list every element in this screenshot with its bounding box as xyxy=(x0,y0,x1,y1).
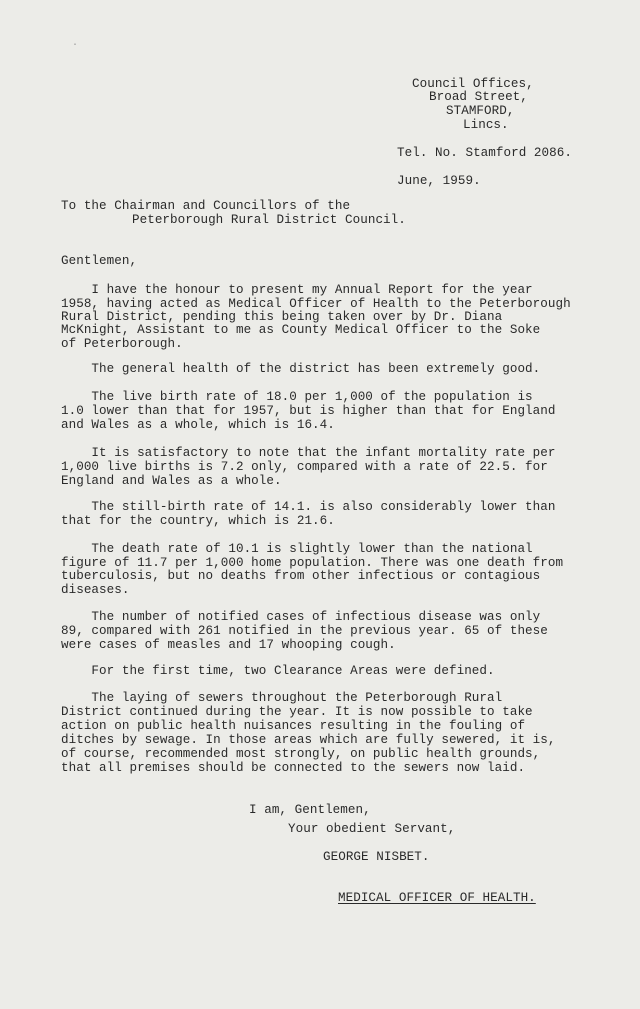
paragraph-1-line-2: 1958, having acted as Medical Officer of Health to the Peterborough xyxy=(61,297,571,311)
paragraph-6-line-2: figure of 11.7 per 1,000 home population. There was one death from xyxy=(61,556,564,570)
paragraph-9-line-3: action on public health nuisances resulting in the fouling of xyxy=(61,719,526,733)
paragraph-9-line-6: that all premises should be connected to the sewers now laid. xyxy=(61,761,526,775)
paragraph-4-line-1: It is satisfactory to note that the infant mortality rate per xyxy=(61,446,556,460)
paragraph-9-line-4: ditches by sewage. In those areas which are fully sewered, it is, xyxy=(61,733,556,747)
address-line-4: Lincs. xyxy=(463,118,509,132)
paragraph-1-line-5: of Peterborough. xyxy=(61,337,183,351)
page-speck: · xyxy=(72,40,79,51)
paragraph-1-line-4: McKnight, Assistant to me as County Medical Officer to the Soke xyxy=(61,323,541,337)
paragraph-2-line-1: The general health of the district has been extremely good. xyxy=(61,362,541,376)
closing-line-2: Your obedient Servant, xyxy=(288,822,456,836)
paragraph-5-line-2: that for the country, which is 21.6. xyxy=(61,514,335,528)
recipient-line-1: To the Chairman and Councillors of the xyxy=(61,199,351,213)
salutation: Gentlemen, xyxy=(61,254,138,268)
paragraph-9-line-5: of course, recommended most strongly, on public health grounds, xyxy=(61,747,541,761)
paragraph-9-line-1: The laying of sewers throughout the Peterborough Rural xyxy=(61,691,503,705)
telephone-number: Tel. No. Stamford 2086. xyxy=(397,146,572,160)
paragraph-3-line-1: The live birth rate of 18.0 per 1,000 of the population is xyxy=(61,390,533,404)
recipient-line-2: Peterborough Rural District Council. xyxy=(132,213,406,227)
paragraph-6-line-1: The death rate of 10.1 is slightly lower than the national xyxy=(61,542,533,556)
paragraph-6-line-4: diseases. xyxy=(61,583,130,597)
address-line-3: STAMFORD, xyxy=(446,104,515,118)
paragraph-1-line-1: I have the honour to present my Annual Report for the year xyxy=(61,283,533,297)
paragraph-8-line-1: For the first time, two Clearance Areas were defined. xyxy=(61,664,495,678)
paragraph-7-line-3: were cases of measles and 17 whooping cough. xyxy=(61,638,396,652)
address-line-2: Broad Street, xyxy=(429,90,528,104)
paragraph-6-line-3: tuberculosis, but no deaths from other infectious or contagious xyxy=(61,569,541,583)
paragraph-7-line-1: The number of notified cases of infectious disease was only xyxy=(61,610,541,624)
signatory-name: GEORGE NISBET. xyxy=(323,850,430,864)
paragraph-1-line-3: Rural District, pending this being taken over by Dr. Diana xyxy=(61,310,503,324)
paragraph-4-line-3: England and Wales as a whole. xyxy=(61,474,282,488)
paragraph-3-line-2: 1.0 lower than that for 1957, but is higher than that for England xyxy=(61,404,556,418)
paragraph-5-line-1: The still-birth rate of 14.1. is also considerably lower than xyxy=(61,500,556,514)
closing-line-1: I am, Gentlemen, xyxy=(249,803,371,817)
paragraph-4-line-2: 1,000 live births is 7.2 only, compared with a rate of 22.5. for xyxy=(61,460,548,474)
address-line-1: Council Offices, xyxy=(412,77,534,91)
letter-date: June, 1959. xyxy=(397,174,481,188)
paragraph-3-line-3: and Wales as a whole, which is 16.4. xyxy=(61,418,335,432)
paragraph-9-line-2: District continued during the year. It is now possible to take xyxy=(61,705,533,719)
signatory-title: MEDICAL OFFICER OF HEALTH. xyxy=(338,891,536,905)
paragraph-7-line-2: 89, compared with 261 notified in the previous year. 65 of these xyxy=(61,624,548,638)
